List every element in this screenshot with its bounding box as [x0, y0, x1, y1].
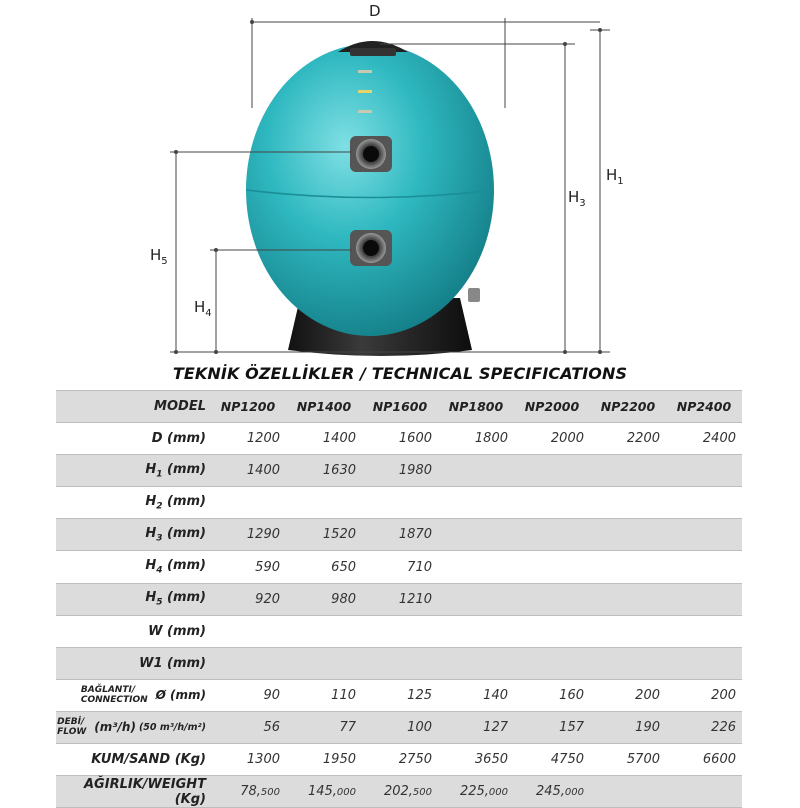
- table-cell: 127: [438, 711, 514, 743]
- table-row-sand: [56, 744, 742, 776]
- table-cell: [438, 583, 514, 615]
- model-header: NP1600: [362, 391, 438, 423]
- table-cell: 920: [210, 583, 286, 615]
- filter-diagram: [0, 0, 800, 362]
- table-cell: [666, 776, 742, 808]
- table-cell: 1210: [362, 583, 438, 615]
- table-cell: [514, 615, 590, 647]
- table-cell: [210, 615, 286, 647]
- table-cell: [210, 647, 286, 679]
- table-cell: 200: [666, 679, 742, 711]
- table-cell: 6600: [666, 744, 742, 776]
- table-row-h5: [56, 583, 742, 615]
- table-cell: 2750: [362, 744, 438, 776]
- row-label: W (mm): [56, 615, 210, 647]
- tank-body: [246, 44, 494, 336]
- table-cell: 2400: [666, 423, 742, 455]
- spec-title: TEKNİK ÖZELLİKLER / TECHNICAL SPECIFICATIONS: [172, 364, 628, 383]
- table-cell: 2200: [590, 423, 666, 455]
- table-cell: 1950: [286, 744, 362, 776]
- table-cell: 77: [286, 711, 362, 743]
- table-cell: 140: [438, 679, 514, 711]
- table-cell: [438, 647, 514, 679]
- table-cell: [514, 455, 590, 487]
- row-label: W1 (mm): [56, 647, 210, 679]
- dim-label-h1: $H_1$: [606, 166, 624, 187]
- table-cell: 225,000: [438, 776, 514, 808]
- table-cell: 1630: [286, 455, 362, 487]
- filter-tank-illustration: [0, 0, 800, 362]
- table-row-connection: [56, 679, 742, 711]
- table-cell: [362, 615, 438, 647]
- table-cell: 200: [590, 679, 666, 711]
- table-cell: [666, 615, 742, 647]
- table-cell: [514, 647, 590, 679]
- table-cell: [590, 615, 666, 647]
- table-cell: 78,500: [210, 776, 286, 808]
- table-row-h3: [56, 519, 742, 551]
- table-cell: [590, 519, 666, 551]
- table-cell: 202,500: [362, 776, 438, 808]
- model-header: NP1800: [438, 391, 514, 423]
- table-cell: [438, 551, 514, 583]
- table-cell: 710: [362, 551, 438, 583]
- table-cell: 1400: [286, 423, 362, 455]
- spec-table: [56, 390, 742, 808]
- table-cell: 125: [362, 679, 438, 711]
- model-header: NP1200: [210, 391, 286, 423]
- table-cell: 5700: [590, 744, 666, 776]
- row-label: $H_3$ (mm): [56, 519, 210, 551]
- table-cell: 650: [286, 551, 362, 583]
- table-cell: 1600: [362, 423, 438, 455]
- table-cell: 1300: [210, 744, 286, 776]
- table-cell: 1290: [210, 519, 286, 551]
- row-label: KUM/SAND (Kg): [56, 744, 210, 776]
- table-cell: [362, 647, 438, 679]
- table-cell: [286, 487, 362, 519]
- table-cell: [590, 647, 666, 679]
- table-cell: [438, 519, 514, 551]
- row-label: $H_5$ (mm): [56, 583, 210, 615]
- table-cell: 2000: [514, 423, 590, 455]
- table-cell: [514, 551, 590, 583]
- table-row-weight: [56, 776, 742, 808]
- table-cell: [666, 487, 742, 519]
- dim-label-h4: $H_4$: [194, 298, 212, 319]
- table-cell: [666, 519, 742, 551]
- table-cell: [514, 487, 590, 519]
- table-row-h4: [56, 551, 742, 583]
- table-cell: [514, 519, 590, 551]
- table-cell: [590, 583, 666, 615]
- table-cell: [590, 551, 666, 583]
- table-cell: [590, 455, 666, 487]
- table-cell: 145,000: [286, 776, 362, 808]
- table-cell: 4750: [514, 744, 590, 776]
- table-cell: [590, 776, 666, 808]
- table-cell: 590: [210, 551, 286, 583]
- table-cell: 3650: [438, 744, 514, 776]
- row-label: D (mm): [56, 423, 210, 455]
- table-cell: [286, 647, 362, 679]
- model-header: NP2200: [590, 391, 666, 423]
- table-cell: [286, 615, 362, 647]
- dim-label-h5: $H_5$: [150, 246, 168, 267]
- model-header: NP2000: [514, 391, 590, 423]
- table-cell: [514, 583, 590, 615]
- table-cell: [666, 583, 742, 615]
- table-cell: 1980: [362, 455, 438, 487]
- table-cell: 157: [514, 711, 590, 743]
- row-label: BAĞLANTI/ CONNECTION Ø (mm): [56, 679, 210, 711]
- table-cell: [210, 487, 286, 519]
- drain-port: [468, 288, 480, 302]
- table-cell: 190: [590, 711, 666, 743]
- table-cell: [438, 487, 514, 519]
- table-row-h1: [56, 455, 742, 487]
- table-cell: 90: [210, 679, 286, 711]
- table-cell: 1870: [362, 519, 438, 551]
- dim-label-h3: $H_3$: [568, 188, 586, 209]
- row-label: MODEL: [56, 391, 210, 423]
- table-cell: 160: [514, 679, 590, 711]
- table-cell: 980: [286, 583, 362, 615]
- table-cell: 226: [666, 711, 742, 743]
- table-row-h2: [56, 487, 742, 519]
- row-label: AĞIRLIK/WEIGHT (Kg): [56, 776, 210, 808]
- model-header: NP1400: [286, 391, 362, 423]
- table-cell: [590, 487, 666, 519]
- table-row-w: [56, 615, 742, 647]
- row-label: $H_4$ (mm): [56, 551, 210, 583]
- table-cell: [438, 615, 514, 647]
- table-cell: 245,000: [514, 776, 590, 808]
- row-label: $H_2$ (mm): [56, 487, 210, 519]
- dim-label-d: D: [369, 2, 381, 20]
- table-cell: 56: [210, 711, 286, 743]
- table-row-model: [56, 391, 742, 423]
- row-label: $H_1$ (mm): [56, 455, 210, 487]
- table-row-w1: [56, 647, 742, 679]
- table-cell: 1800: [438, 423, 514, 455]
- row-label: DEBİ/ FLOW (m³/h) (50 m³/h/m²): [56, 711, 210, 743]
- table-cell: 1400: [210, 455, 286, 487]
- table-cell: [362, 487, 438, 519]
- table-cell: 100: [362, 711, 438, 743]
- table-cell: 110: [286, 679, 362, 711]
- model-header: NP2400: [666, 391, 742, 423]
- table-cell: 1200: [210, 423, 286, 455]
- table-cell: [438, 455, 514, 487]
- table-row-d: [56, 423, 742, 455]
- table-cell: [666, 647, 742, 679]
- table-cell: [666, 455, 742, 487]
- table-row-flow: [56, 711, 742, 743]
- table-cell: [666, 551, 742, 583]
- table-cell: 1520: [286, 519, 362, 551]
